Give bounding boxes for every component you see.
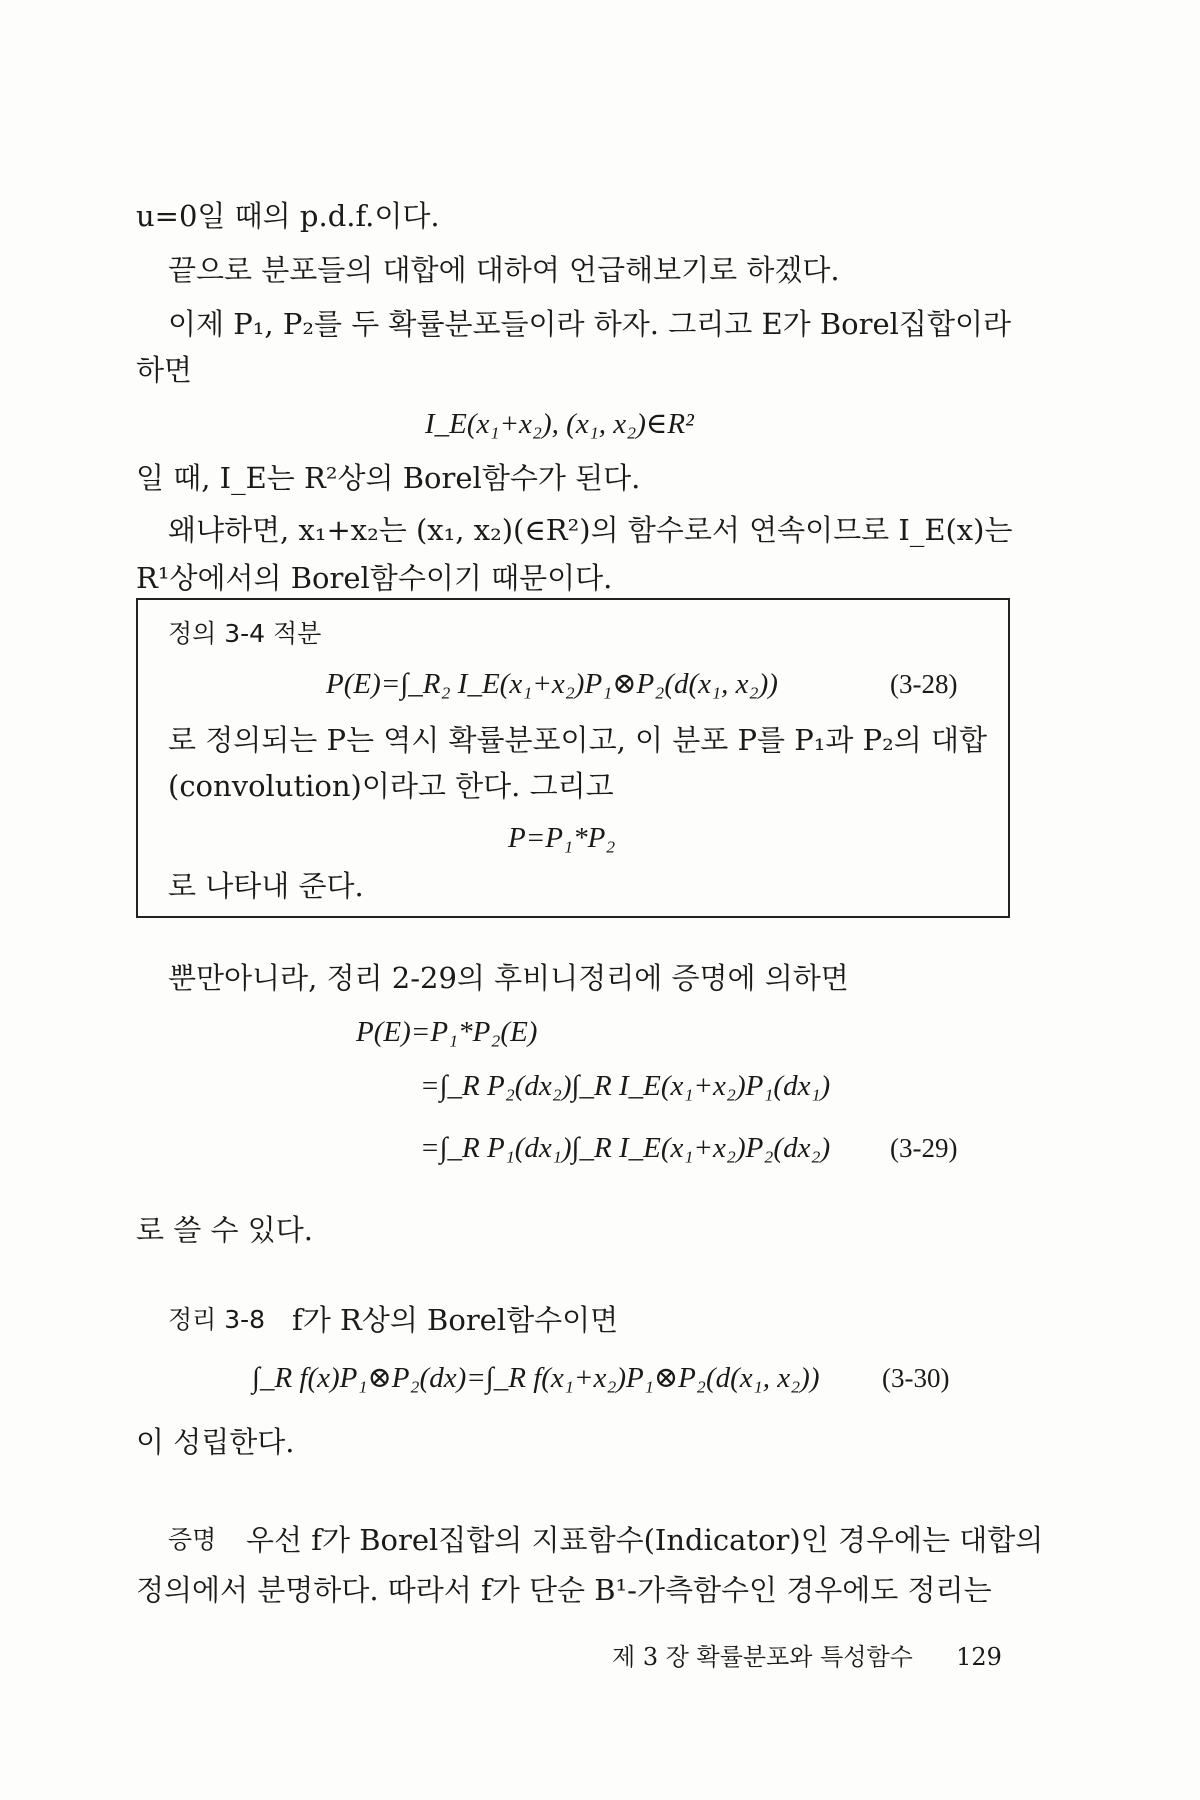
equation-indicator: I_E(x₁+x₂), (x₁, x₂)∈R² (425, 408, 694, 440)
text-line-7: R¹상에서의 Borel함수이기 때문이다. (136, 561, 613, 595)
definition-heading: 정의 3-4 적분 (168, 619, 322, 648)
text-line-4: 하면 (136, 353, 193, 387)
equation-number-3-30: (3-30) (882, 1363, 950, 1393)
text-line-fubini: 뿐만아니라, 정리 2-29의 후비니정리에 증명에 의하면 (168, 961, 849, 995)
equation-pe-step-2: =∫_R P₁(dx₁)∫_R I_E(x₁+x₂)P₂(dx₂) (420, 1132, 831, 1164)
proof-line-1: 우선 f가 Borel집합의 지표함수(Indicator)인 경우에는 대합의 (246, 1523, 1044, 1557)
text-line-1: u=0일 때의 p.d.f.이다. (136, 199, 440, 233)
text-line-2: 끝으로 분포들의 대합에 대하여 언급해보기로 하겠다. (168, 253, 840, 287)
theorem-heading: 정리 3-8 (168, 1305, 266, 1334)
text-line-6: 왜냐하면, x₁+x₂는 (x₁, x₂)(∈R²)의 함수로서 연속이므로 I_E(x)는 (168, 513, 1013, 547)
proof-heading: 증명 (168, 1525, 217, 1554)
equation-number-3-28: (3-28) (890, 669, 958, 699)
text-line-3: 이제 P₁, P₂를 두 확률분포들이라 하자. 그리고 E가 Borel집합이라 (168, 307, 1011, 341)
equation-pe: P(E)=P₁*P₂(E) (356, 1016, 538, 1048)
proof-line-2: 정의에서 분명하다. 따라서 f가 단순 B¹-가측함수인 경우에도 정리는 (136, 1573, 992, 1607)
convolution-notation: P=P₁*P₂ (508, 822, 616, 854)
theorem-equation: ∫_R f(x)P₁⊗P₂(dx)=∫_R f(x₁+x₂)P₁⊗P₂(d(x₁, x₂)) (252, 1362, 820, 1394)
page-footer (612, 1640, 1002, 1674)
page-number: 129 (956, 1643, 1002, 1671)
theorem-statement: f가 R상의 Borel함수이면 (292, 1303, 619, 1337)
definition-text-2: (convolution)이라고 한다. 그리고 (168, 769, 614, 803)
definition-equation: P(E)=∫_R₂ I_E(x₁+x₂)P₁⊗P₂(d(x₁, x₂)) (326, 668, 778, 700)
equation-pe-step-1: =∫_R P₂(dx₂)∫_R I_E(x₁+x₂)P₁(dx₁) (420, 1070, 831, 1102)
definition-text-3: 로 나타내 준다. (168, 869, 364, 903)
text-line-write: 로 쓸 수 있다. (136, 1213, 313, 1247)
theorem-conclusion: 이 성립한다. (136, 1425, 295, 1459)
chapter-title: 제 3 장 확률분포와 특성함수 (612, 1643, 913, 1671)
equation-number-3-29: (3-29) (890, 1133, 958, 1163)
definition-text-1: 로 정의되는 P는 역시 확률분포이고, 이 분포 P를 P₁과 P₂의 대합 (168, 723, 988, 757)
text-line-5: 일 때, I_E는 R²상의 Borel함수가 된다. (136, 461, 641, 495)
